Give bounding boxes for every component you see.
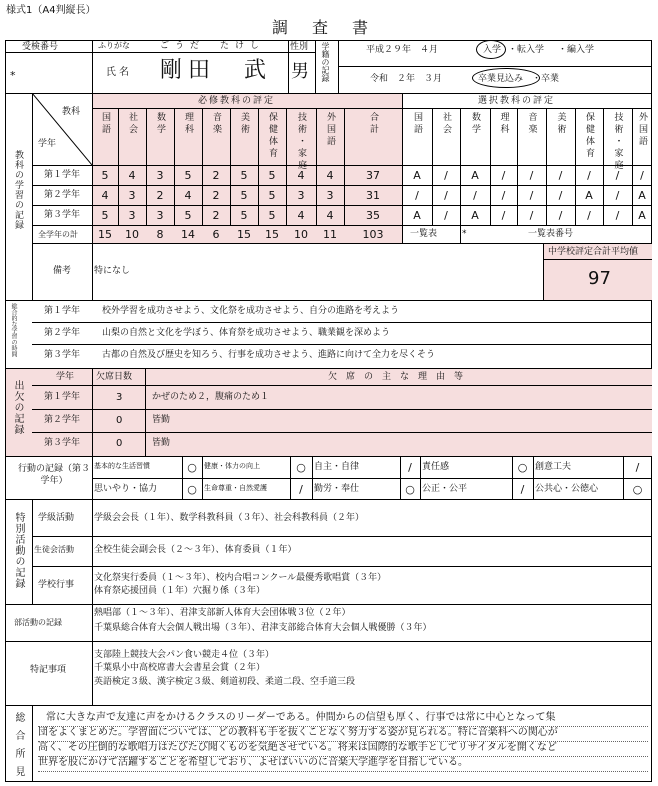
grade-cell: 3: [128, 189, 136, 202]
behavior-label: 行動の記録（第３学年）: [17, 464, 90, 486]
integrated-year-1: 第１学年: [44, 306, 81, 316]
elective-subject-1: 国語: [412, 112, 422, 136]
remarks-value: 特になし: [94, 266, 131, 276]
total-cell: 6: [212, 228, 220, 241]
total-cell: 11: [323, 228, 337, 241]
behavior-item-row1-3: 自主・自律: [314, 462, 360, 472]
elective-cell: A: [638, 189, 646, 202]
special-activities-label: 特別活動の記録: [13, 512, 24, 589]
grade-cell: 3: [156, 169, 164, 182]
attendance-year-3: 第３学年: [44, 438, 81, 448]
furigana-label: ふりがな: [98, 41, 130, 50]
grade-cell: 2: [212, 169, 220, 182]
grade-cell: 4: [101, 189, 109, 202]
total-cell: 14: [181, 228, 195, 241]
elective-cell: /: [558, 169, 563, 182]
total-cell: 8: [156, 228, 164, 241]
behavior-mark: /: [635, 461, 640, 474]
grade-cell: 4: [326, 169, 334, 182]
grade-cell: 3: [297, 189, 305, 202]
integrated-study-label: 総合的な学習の時間: [10, 303, 17, 357]
elective-cell: /: [529, 209, 534, 222]
grade-year-1: 第１学年: [44, 170, 81, 180]
behavior-item-row2-3: 勤労・奉仕: [314, 484, 360, 494]
club-label: 部活動の記録: [14, 618, 62, 627]
elective-cell: /: [640, 169, 644, 182]
class-activity-label: 学級活動: [38, 513, 75, 523]
behavior-item-row2-4: 公正・公平: [422, 484, 468, 494]
opinion-line-4: 世界を股にかけて活躍することを希望しており、よせばいいのに音楽大学進学を目指している。: [38, 757, 468, 768]
grade-cell: 5: [101, 169, 109, 182]
furigana-value: ごうだ たけし: [160, 41, 266, 51]
behavior-mark: /: [520, 483, 525, 496]
school-events-label: 学校行事: [38, 580, 75, 590]
grade-cell: 3: [326, 189, 334, 202]
student-council-text: 全校生徒会副会長（２～３年）、体育委員（１年）: [94, 545, 297, 555]
attendance-reason-3: 皆勤: [152, 438, 171, 448]
form-label: 様式1（A4判縦長）: [6, 5, 96, 16]
attendance-reason-header: 欠 席 の 主 な 理 由 等: [328, 372, 464, 382]
elective-cell: A: [413, 209, 421, 222]
grade-cell: 4: [326, 209, 334, 222]
grade-cell: 35: [366, 209, 380, 222]
grade-cell: 5: [268, 189, 276, 202]
attendance-year-2: 第２学年: [44, 415, 81, 425]
elective-cell: /: [615, 209, 620, 222]
grade-cell: 4: [128, 169, 136, 182]
elective-cell: /: [529, 169, 534, 182]
elective-cell: /: [501, 169, 506, 182]
required-subject-4: 理科: [183, 112, 193, 136]
elective-cell: A: [413, 169, 421, 182]
attendance-label: 出欠の記録: [12, 380, 23, 435]
corner-subject-label: 教科: [62, 107, 81, 117]
grade-year-3: 第３学年: [44, 210, 81, 220]
opinion-line-1: 常に大きな声で友達に声をかけるクラスのリーダーである。仲間からの信望も厚く、行事では常に中心となって集: [46, 712, 556, 723]
list-label: 一覧表: [410, 229, 438, 239]
total-cell: 15: [237, 228, 251, 241]
grade-cell: 4: [297, 209, 305, 222]
attendance-year-1: 第１学年: [44, 392, 81, 402]
attendance-days-1: 3: [116, 392, 123, 403]
integrated-text-2: 山梨の自然と文化を学ぼう、体育祭を成功させよう、職業観を深めよう: [102, 328, 391, 338]
grade-cell: 5: [101, 209, 109, 222]
selected-grad-circle: [472, 68, 540, 88]
behavior-mark: ○: [632, 483, 643, 496]
notes-line-1: 支部陸上競技大会パン食い競走４位（３年）: [94, 650, 275, 660]
elective-cell: /: [501, 189, 506, 202]
exam-no-label: 受検番号: [22, 42, 59, 52]
required-subject-6: 美術: [239, 112, 249, 136]
average-label: 中学校評定合計平均値: [548, 247, 639, 257]
integrated-year-2: 第２学年: [44, 328, 81, 338]
grade-cell: 5: [268, 209, 276, 222]
grade-cell: 5: [240, 189, 248, 202]
behavior-item-row1-2: 健康・体力の向上: [204, 462, 260, 470]
list-number-label: 一覧表番号: [528, 229, 574, 239]
behavior-mark: /: [299, 483, 303, 496]
total-cell: 103: [362, 228, 384, 241]
attendance-days-header: 欠席日数: [96, 372, 133, 382]
entry-option-readmission: ・編入学: [558, 45, 595, 55]
elective-subject-6: 美術: [555, 112, 566, 136]
elective-subject-9: 外国語: [637, 112, 647, 148]
required-subjects-header: 必修教科の評定: [198, 96, 276, 106]
attendance-reason-1: かぜのため２，腹痛のため１: [152, 392, 270, 402]
total-cell: 15: [98, 228, 112, 241]
entry-option-transfer: ・転入学: [508, 45, 545, 55]
elective-cell: /: [615, 189, 620, 202]
behavior-item-row2-5: 公共心・公徳心: [535, 484, 599, 494]
name-label: 氏名: [106, 67, 132, 78]
required-subject-5: 音楽: [211, 112, 221, 136]
graduation-date: 令和 ２年 ３月: [370, 74, 443, 84]
elective-subject-3: 数学: [470, 112, 480, 136]
corner-year-label: 学年: [38, 139, 57, 149]
grade-cell: 5: [240, 209, 248, 222]
behavior-item-row2-2: 生命尊重・自然愛護: [204, 484, 267, 492]
total-cell: 10: [294, 228, 308, 241]
behavior-mark: ○: [517, 461, 528, 474]
grade-cell: 4: [184, 189, 192, 202]
grade-cell: 2: [156, 189, 164, 202]
elective-subject-5: 音楽: [526, 112, 537, 136]
elective-cell: /: [444, 169, 448, 182]
grades-section-label: 教科の学習の記録: [13, 150, 23, 230]
required-subject-3: 数学: [155, 112, 165, 136]
elective-subject-4: 理科: [498, 112, 509, 136]
behavior-mark: /: [408, 461, 412, 474]
attendance-days-3: 0: [116, 438, 123, 449]
required-subject-10: 合計: [368, 112, 378, 136]
elective-cell: A: [585, 189, 593, 202]
opinion-line-2: 団をよくまとめた。学習面については、どの教科も手を抜くことなく努力する姿が見られる。特に音楽科への関心が: [38, 727, 558, 738]
total-cell: 15: [265, 228, 279, 241]
elective-cell: /: [444, 209, 448, 222]
required-subject-8: 技術・家庭: [296, 112, 306, 172]
average-value: 97: [588, 268, 611, 289]
notes-line-3: 英語検定３級、漢字検定３級、剣道初段、柔道二段、空手道三段: [94, 677, 356, 687]
elective-cell: /: [444, 189, 448, 202]
remarks-label: 備考: [53, 266, 72, 276]
grad-option-graduated: ・卒業: [532, 74, 560, 84]
grade-cell: 5: [268, 169, 276, 182]
grade-year-2: 第２学年: [44, 190, 81, 200]
grade-cell: 5: [240, 169, 248, 182]
sex-label: 性別: [290, 42, 309, 52]
entry-date: 平成２９年 ４月: [366, 45, 439, 55]
elective-subjects-header: 選択教科の評定: [478, 96, 556, 106]
integrated-text-1: 校外学習を成功させよう、文化祭を成功させよう、自分の進路を考えよう: [102, 306, 400, 316]
sex-value: 男: [291, 61, 309, 82]
behavior-item-row1-4: 責任感: [422, 462, 450, 472]
opinion-line-3: 高く、その圧倒的な歌唱力はたびたび聞くものを気絶させている。将来は国際的な歌手としてリサイタルを開くなど: [38, 742, 557, 753]
integrated-text-3: 古都の自然及び歴史を知ろう、行事を成功させよう、進路に向けて全力を尽くそう: [102, 350, 436, 360]
school-events-text-1: 文化祭実行委員（１～３年）、校内合唱コンクール最優秀歌唱賞（３年）: [94, 573, 387, 583]
grade-cell: 5: [184, 209, 192, 222]
student-council-label: 生徒会活動: [34, 545, 74, 554]
selected-entry-circle: [476, 40, 506, 59]
elective-subject-8: 技術・家庭: [612, 112, 623, 172]
exam-no-value: *: [10, 69, 16, 82]
student-name: 剛田 武: [160, 58, 273, 83]
attendance-days-2: 0: [116, 415, 123, 426]
total-label: 全学年の計: [38, 230, 78, 239]
elective-subject-7: 保健体育: [584, 112, 594, 160]
required-subject-7: 保健体育: [267, 112, 277, 160]
required-subject-9: 外国語: [325, 112, 335, 148]
integrated-year-3: 第３学年: [44, 350, 81, 360]
grade-corner-diagonal: [32, 93, 92, 165]
attendance-year-header: 学年: [56, 372, 75, 382]
notes-line-2: 千葉県小中高校席書大会書星会賞（２年）: [94, 663, 266, 673]
grade-cell: 3: [128, 209, 136, 222]
grade-cell: 31: [366, 189, 380, 202]
elective-cell: /: [558, 189, 563, 202]
entry-option-admission: 入学: [483, 45, 502, 55]
elective-cell: /: [529, 189, 534, 202]
behavior-mark: ○: [405, 483, 415, 496]
list-value: *: [462, 229, 467, 239]
grade-cell: 4: [297, 169, 305, 182]
elective-cell: /: [558, 209, 563, 222]
elective-cell: A: [471, 169, 479, 182]
school-events-text-2: 体育祭応援団員（１年）穴掘り係（３年）: [94, 586, 266, 596]
elective-cell: A: [471, 209, 479, 222]
club-line-1: 熱唱部（１～３年）、君津支部新人体育大会団体戦３位（２年）: [94, 608, 351, 618]
behavior-mark: ○: [187, 483, 197, 496]
grade-cell: 2: [212, 189, 220, 202]
behavior-mark: ○: [296, 461, 306, 474]
elective-cell: /: [473, 189, 477, 202]
behavior-mark: ○: [187, 461, 197, 474]
elective-cell: /: [501, 209, 506, 222]
school-record-label: 学籍の記録: [321, 42, 330, 82]
required-subject-1: 国語: [100, 112, 110, 136]
elective-cell: A: [638, 209, 646, 222]
elective-cell: /: [415, 189, 419, 202]
opinion-label: 総合所見: [13, 712, 24, 784]
behavior-item-row1-1: 基本的な生活習慣: [94, 462, 150, 470]
elective-cell: /: [587, 209, 591, 222]
class-activity-text: 学級会会長（１年）、数学科教科員（３年）、社会科教科員（２年）: [94, 513, 365, 523]
notes-label: 特記事項: [30, 665, 67, 675]
grade-cell: 37: [366, 169, 380, 182]
page-title: 調 査 書: [272, 18, 373, 37]
required-subject-2: 社会: [127, 112, 137, 136]
grade-cell: 2: [212, 209, 220, 222]
behavior-item-row2-1: 思いやり・協力: [94, 484, 158, 494]
attendance-reason-2: 皆勤: [152, 415, 171, 425]
total-cell: 10: [125, 228, 139, 241]
club-line-2: 千葉県総合体育大会個人戦出場（３年）、君津支部総合体育大会個人戦優勝（３年）: [94, 623, 432, 633]
grad-option-expected: 卒業見込み: [478, 74, 524, 84]
elective-cell: /: [587, 169, 591, 182]
elective-subject-2: 社会: [441, 112, 451, 136]
elective-cell: /: [615, 169, 620, 182]
grade-cell: 5: [184, 169, 192, 182]
behavior-item-row1-5: 創意工夫: [535, 462, 572, 472]
grade-cell: 3: [156, 209, 164, 222]
